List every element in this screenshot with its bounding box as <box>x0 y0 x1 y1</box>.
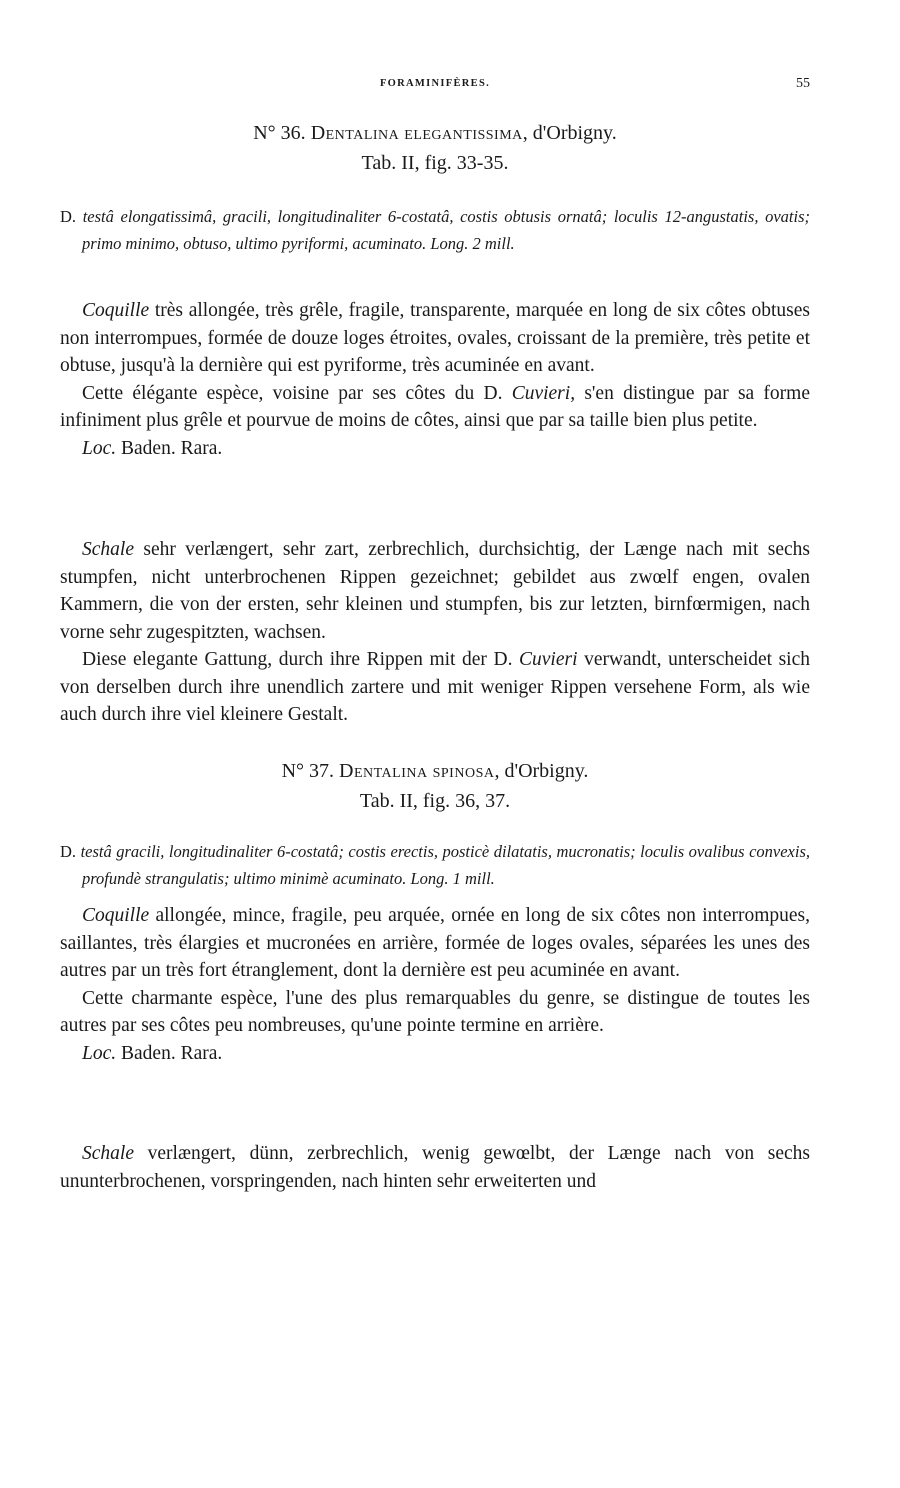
description-lead: Coquille <box>82 905 150 926</box>
species-number: N° 37. <box>281 760 335 782</box>
description-lead: Schale <box>82 1143 134 1164</box>
page-number: 55 <box>796 76 810 91</box>
locality-text: Baden. Rara. <box>116 437 223 459</box>
latin-diagnosis-36 <box>60 203 810 257</box>
species-author: , d'Orbigny. <box>494 760 589 782</box>
plate-reference-36: Tab. II, fig. 33-35. <box>361 152 509 174</box>
species-heading-37 <box>60 756 810 816</box>
remark-text: Diese elegante Gattung, durch ihre Rippen mit der D. <box>82 649 520 670</box>
species-title-36 <box>60 118 810 148</box>
diagnosis-abbr: D. <box>60 207 77 226</box>
remark-text-end: s'en distingue par sa forme infiniment plus grêle et pourvue de moins de côtes, ainsi que par sa taille bien plus petite. <box>60 382 810 431</box>
description-lead: Schale <box>82 539 134 560</box>
species-title-37 <box>60 756 810 786</box>
remark-text: Cette élégante espèce, voisine par ses côtes du D. <box>82 382 512 404</box>
running-head <box>60 78 810 98</box>
remark-reference: Cuvieri <box>519 649 578 670</box>
species-epithet: spinosa <box>432 760 495 782</box>
latin-diagnosis-37 <box>60 838 810 892</box>
diagnosis-abbr: D. <box>60 842 77 861</box>
description-text: très allongée, très grêle, fragile, transparente, marquée en long de six côtes obtuses non interrompues, formée de douze loges étroites, ovales, croissant de la première, très petite et obtuse, jusqu'à la dernière qui est pyriforme, très acuminée en avant. <box>60 300 810 376</box>
remark-text: Cette charmante espèce, l'une des plus remarquables du genre, se distingue de toutes les autres par ses côtes peu nombreuses, qu'une pointe termine en arrière. <box>60 987 810 1036</box>
species-genus: Dentalina <box>339 760 428 782</box>
german-description-37 <box>60 1140 810 1195</box>
description-lead: Coquille <box>82 300 150 321</box>
species-genus: Dentalina <box>310 122 400 144</box>
remark-text-end: verwandt, unterscheidet sich von derselben durch ihre unendlich zartere und mit weniger Rippen versehene Form, als wie auch durch ihre viel kleinere Gestalt. <box>60 649 810 725</box>
plate-reference-37: Tab. II, fig. 36, 37. <box>359 790 511 812</box>
description-text: verlængert, dünn, zerbrechlich, wenig gewœlbt, der Længe nach von sechs ununterbrochenen, vorspringenden, nach hinten sehr erweiterten und <box>60 1143 810 1192</box>
remark-reference: Cuvieri, <box>511 382 576 404</box>
species-epithet: elegantissima <box>404 122 523 144</box>
description-text: sehr verlængert, sehr zart, zerbrechlich, durchsichtig, der Længe nach mit sechs stumpfen, nicht unterbrochenen Rippen gezeichnet; gebildet aus zwœlf engen, ovalen Kammern, die von der ersten, sehr kleinen und stumpfen, bis zur letzten, birnfœrmigen, nach vorne sehr zugespitzten, wachsen. <box>60 539 810 643</box>
french-description-36 <box>60 297 810 462</box>
locality-text: Baden. Rara. <box>116 1042 223 1064</box>
locality-label: Loc. <box>82 1042 117 1064</box>
french-description-37 <box>60 902 810 1067</box>
german-description-36 <box>60 536 810 729</box>
diagnosis-text: testâ gracili, longitudinaliter 6-costatâ; costis erectis, posticè dilatatis, mucronatis; loculis ovalibus convexis, profundè strangulatis; ultimo minimè acuminato. Long. 1 mill. <box>80 842 810 888</box>
description-text: allongée, mince, fragile, peu arquée, ornée en long de six côtes non interrompues, saillantes, très élargies et mucronées en arrière, formée de loges ovales, séparées les unes des autres par un très fort étranglement, dont la dernière est peu acuminée en avant. <box>60 905 810 981</box>
diagnosis-text: testâ elongatissimâ, gracili, longitudinaliter 6-costatâ, costis obtusis ornatâ; loculis 12-angustatis, ovatis; primo minimo, obtuso, ultimo pyriformi, acuminato. Long. 2 mill. <box>82 207 810 253</box>
species-heading-36 <box>60 118 810 178</box>
species-author: , d'Orbigny. <box>522 122 617 144</box>
running-title: FORAMINIFÈRES. <box>379 78 491 89</box>
locality-label: Loc. <box>82 437 117 459</box>
species-number: N° 36. <box>253 122 306 144</box>
